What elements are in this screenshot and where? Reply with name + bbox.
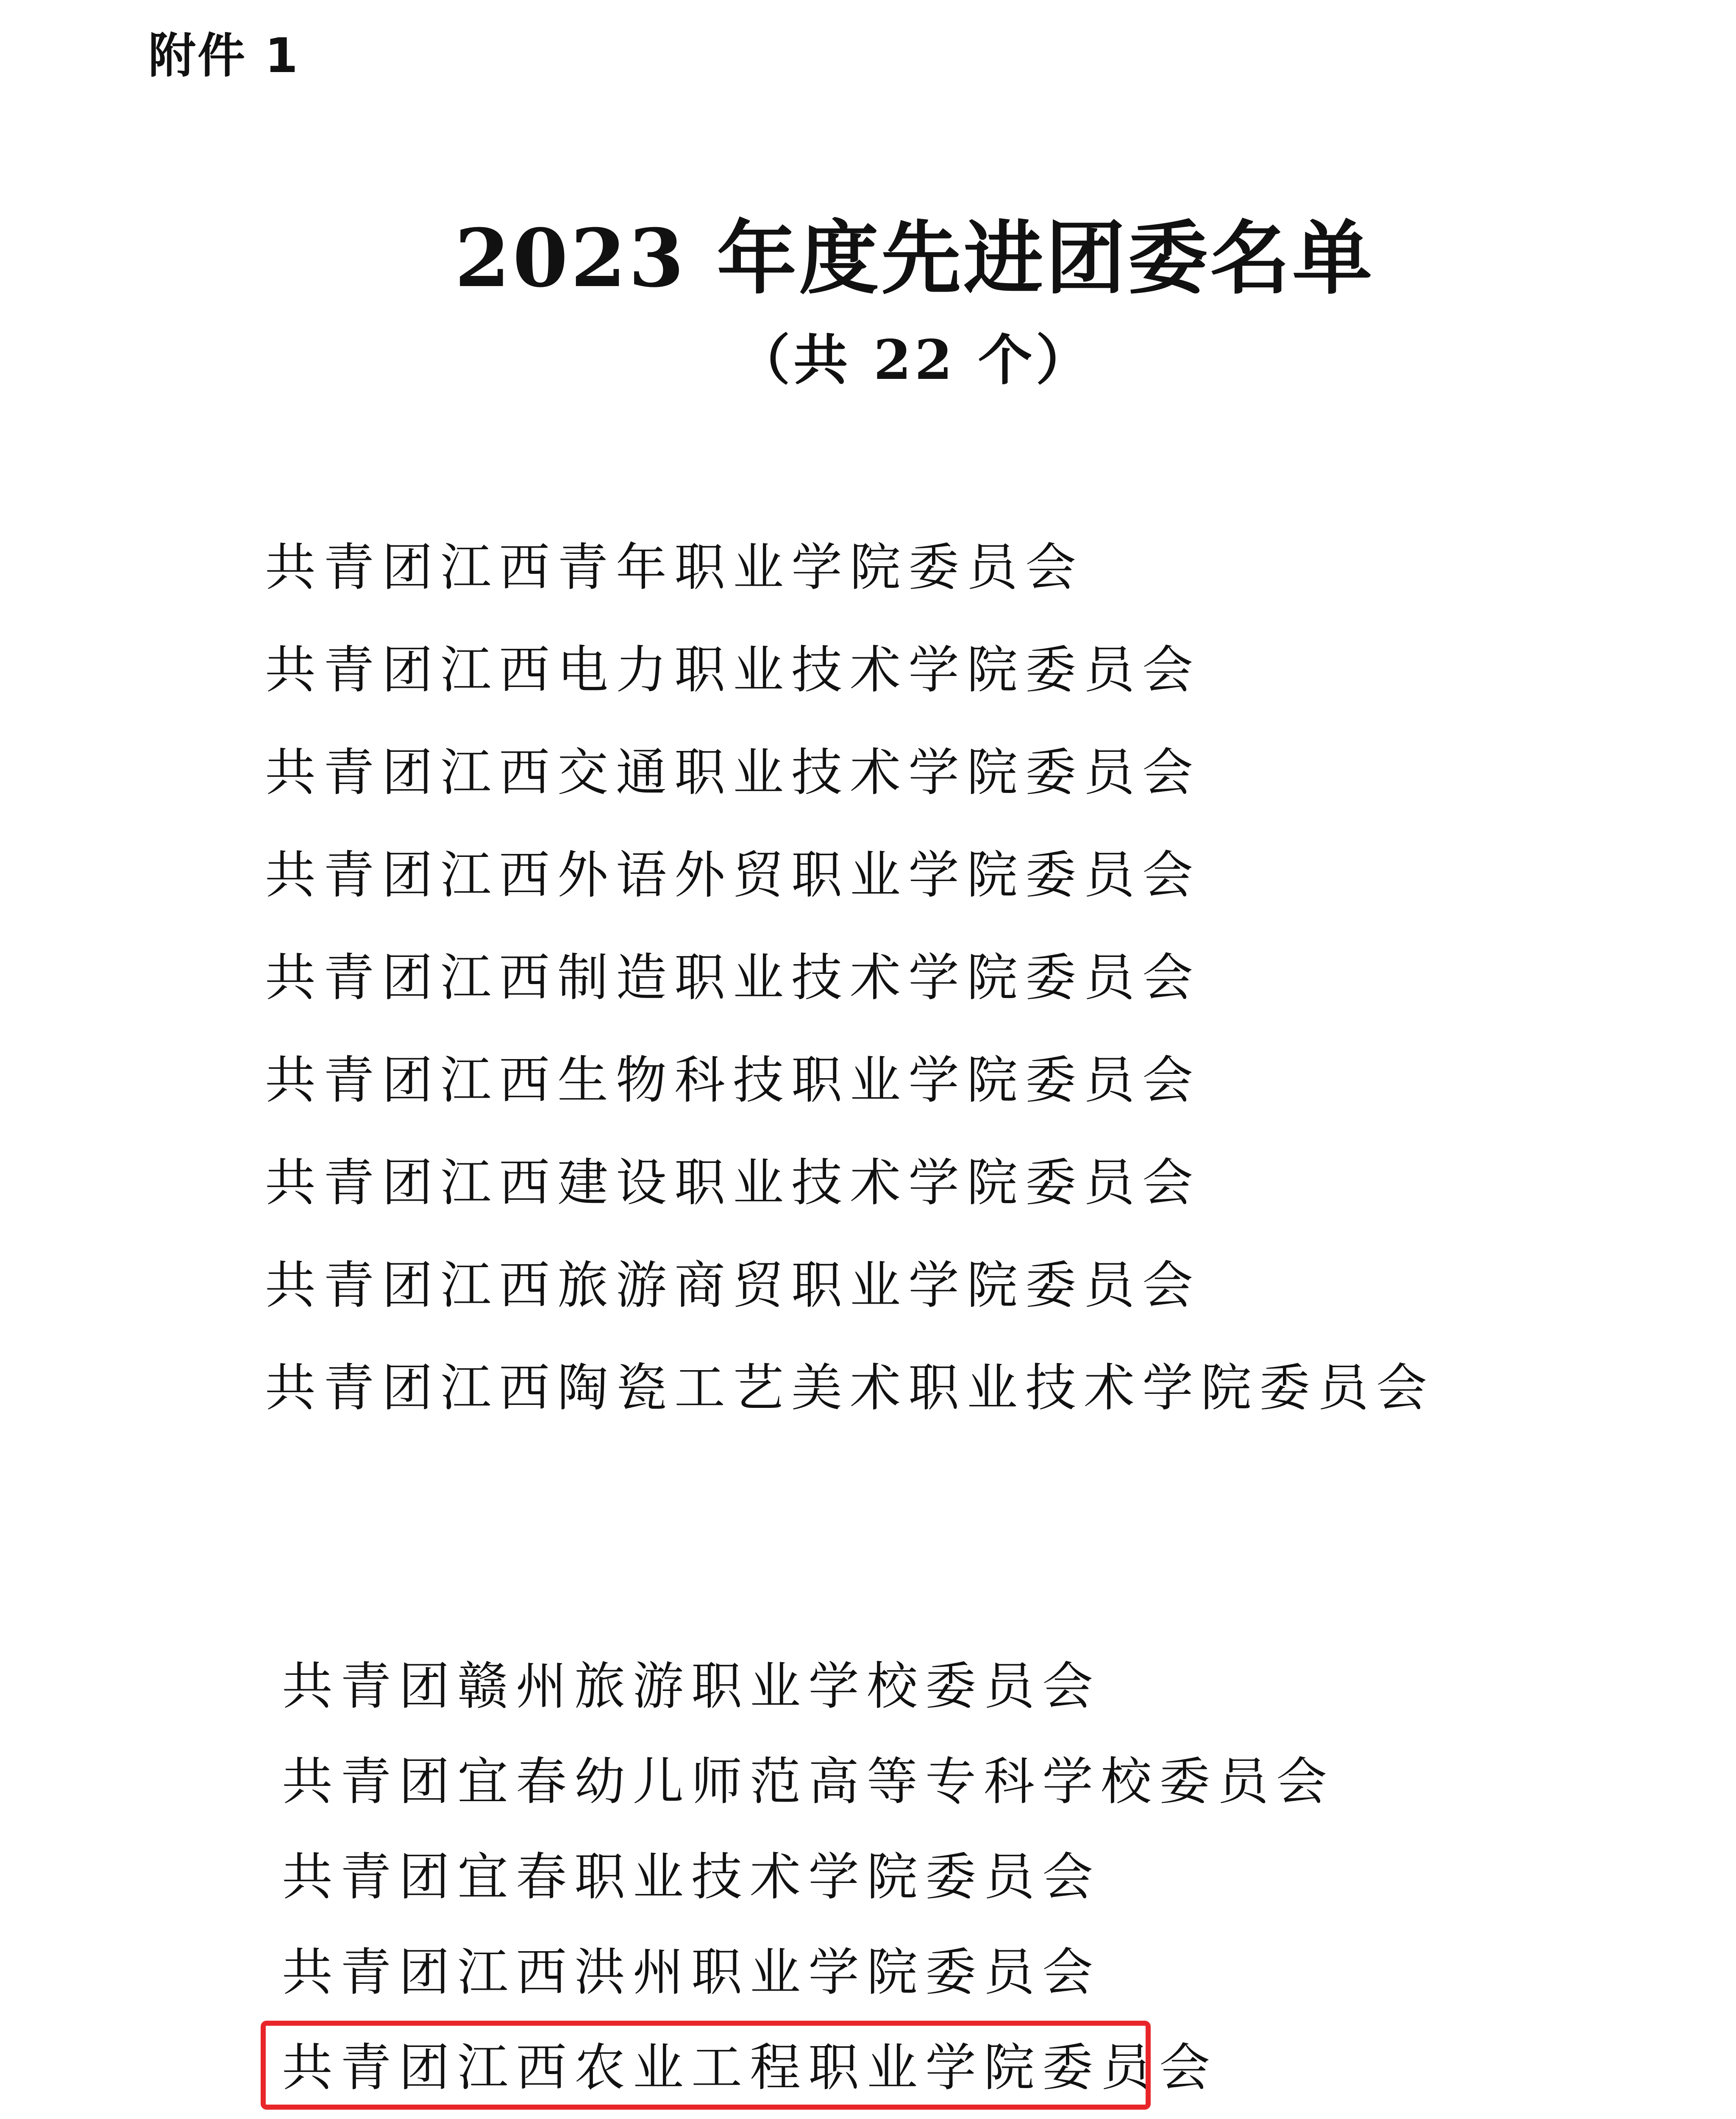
list-item: 共青团江西生物科技职业学院委员会 [265, 1051, 1201, 1110]
list-item: 共青团江西青年职业学院委员会 [265, 538, 1084, 597]
list-item: 共青团江西制造职业技术学院委员会 [265, 948, 1201, 1007]
highlighted-list-item [282, 2034, 1335, 2119]
org-list-section-b [282, 1653, 1335, 2119]
page-subtitle: （共 22 个） [736, 328, 1093, 392]
list-item: 共青团江西电力职业技术学院委员会 [265, 641, 1201, 700]
attachment-label: 附件 1 [148, 28, 300, 83]
list-item: 共青团宜春职业技术学院委员会 [282, 1848, 1101, 1907]
org-list-section-a [265, 534, 1435, 1457]
list-item: 共青团江西交通职业技术学院委员会 [265, 743, 1201, 802]
list-item: 共青团江西建设职业技术学院委员会 [265, 1154, 1201, 1212]
list-item: 共青团宜春幼儿师范高等专科学校委员会 [282, 1752, 1335, 1811]
highlighted-item-label: 共青团江西农业工程职业学院委员会 [282, 2038, 1218, 2097]
list-item: 共青团江西旅游商贸职业学院委员会 [265, 1256, 1201, 1315]
list-item: 共青团赣州旅游职业学校委员会 [282, 1657, 1101, 1716]
list-item: 共青团江西洪州职业学院委员会 [282, 1943, 1101, 2002]
list-item: 共青团江西外语外贸职业学院委员会 [265, 846, 1201, 905]
page-title: 2023 年度先进团委名单 [454, 211, 1375, 305]
list-item: 共青团江西陶瓷工艺美术职业技术学院委员会 [265, 1359, 1435, 1418]
